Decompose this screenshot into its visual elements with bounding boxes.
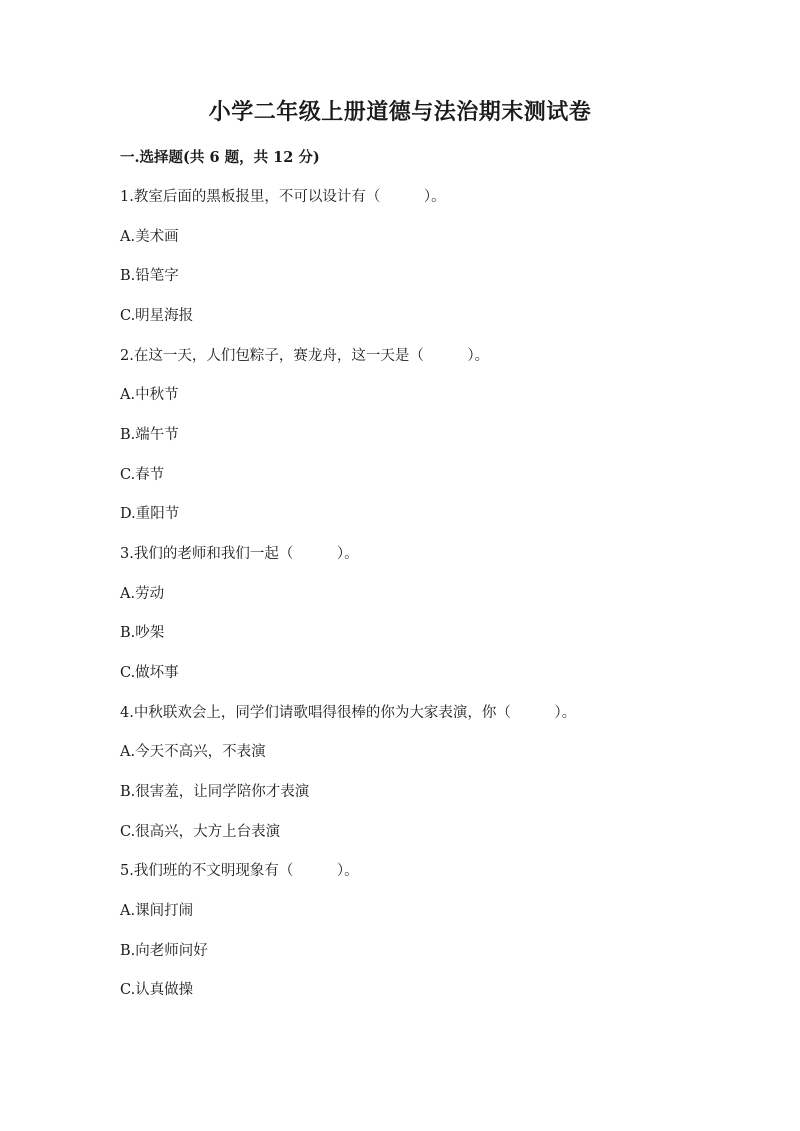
question-1-option-a: A.美术画 [120, 229, 179, 245]
question-1-option-c: C.明星海报 [120, 308, 194, 324]
question-5-option-a: A.课间打闹 [120, 903, 194, 919]
question-1-option-b: B.铅笔字 [120, 268, 179, 284]
section-heading: 一.选择题(共 6 题，共 12 分) [120, 149, 320, 166]
question-4-option-a: A.今天不高兴，不表演 [120, 744, 266, 760]
question-5-option-c: C.认真做操 [120, 982, 194, 998]
page-title: 小学二年级上册道德与法治期末测试卷 [208, 99, 592, 125]
question-3-option-a: A.劳动 [120, 586, 165, 602]
question-5-option-b: B.向老师问好 [120, 943, 208, 959]
question-5-stem: 5.我们班的不文明现象有（ ）。 [120, 863, 359, 879]
question-2-option-d: D.重阳节 [120, 506, 180, 522]
question-2-option-c: C.春节 [120, 467, 165, 483]
question-2-option-b: B.端午节 [120, 427, 179, 443]
question-4-option-c: C.很高兴，大方上台表演 [120, 824, 281, 840]
question-2-stem: 2.在这一天，人们包粽子，赛龙舟，这一天是（ ）。 [120, 348, 490, 364]
question-2-option-a: A.中秋节 [120, 387, 179, 403]
question-4-option-b: B.很害羞，让同学陪你才表演 [120, 784, 310, 800]
question-3-option-b: B.吵架 [120, 625, 165, 641]
question-4-stem: 4.中秋联欢会上，同学们请歌唱得很棒的你为大家表演，你（ ）。 [120, 705, 577, 721]
question-3-option-c: C.做坏事 [120, 665, 179, 681]
question-1-stem: 1.教室后面的黑板报里，不可以设计有（ ）。 [120, 189, 446, 205]
question-3-stem: 3.我们的老师和我们一起（ ）。 [120, 546, 359, 562]
